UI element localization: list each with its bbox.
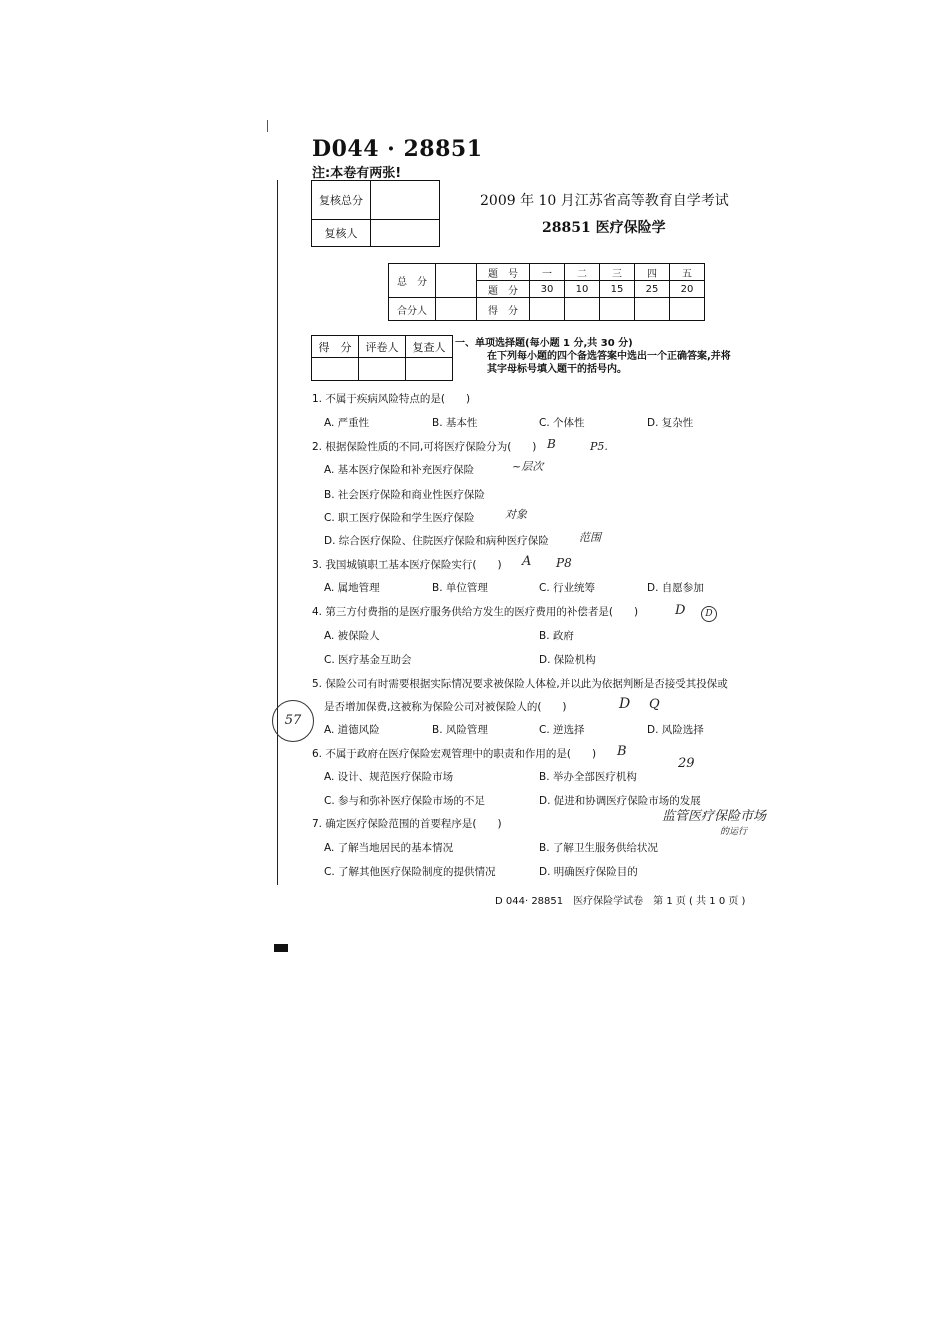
review-box: [311, 180, 440, 247]
section-header: 五: [670, 264, 705, 281]
scan-artifact: [274, 944, 288, 952]
option: C. 参与和弥补医疗保险市场的不足: [324, 795, 486, 807]
option: D. 明确医疗保险目的: [539, 866, 638, 878]
grader-box: [311, 335, 453, 381]
option: D. 保险机构: [539, 654, 596, 666]
page-footer: D 044· 28851 医疗保险学试卷 第 1 页 ( 共 1 0 页 ): [495, 896, 746, 907]
section-instruction: 在下列每小题的四个备选答案中选出一个正确答案,并将: [487, 351, 731, 362]
score-label: 得 分: [477, 298, 530, 321]
paper-note: 注:本卷有两张!: [312, 166, 402, 181]
option: C. 逆选择: [539, 724, 585, 736]
option: C. 个体性: [539, 417, 585, 429]
section-heading: [455, 337, 731, 376]
section-points: 15: [600, 281, 635, 298]
option: B. 政府: [539, 630, 574, 642]
review-total-label: 复核总分: [312, 181, 371, 220]
option: D. 风险选择: [647, 724, 704, 736]
grader-score-label: 得 分: [312, 336, 359, 358]
points-label: 题 分: [477, 281, 530, 298]
option: C. 医疗基金互助会: [324, 654, 412, 666]
option: B. 社会医疗保险和商业性医疗保险: [324, 489, 485, 501]
reviewer-label: 复核人: [312, 220, 371, 247]
handwritten-answer: D: [619, 696, 631, 712]
section-score: [530, 298, 565, 321]
handwritten-note: 范围: [579, 531, 601, 544]
question-stem: 1. 不属于疾病风险特点的是( ): [312, 393, 471, 405]
handwritten-circle: D: [701, 606, 717, 622]
option: C. 职工医疗保险和学生医疗保险: [324, 512, 475, 524]
section-score: [635, 298, 670, 321]
option: B. 风险管理: [432, 724, 488, 736]
section-header: 四: [635, 264, 670, 281]
qnum-label: 题 号: [477, 264, 530, 281]
handwritten-answer: D: [675, 603, 686, 618]
total-label: 总 分: [389, 264, 436, 298]
section-points: 25: [635, 281, 670, 298]
question-stem-continued: 是否增加保费,这被称为保险公司对被保险人的( ): [324, 701, 567, 713]
exam-subject: 28851 医疗保险学: [542, 220, 666, 236]
handwritten-mark: P5.: [590, 440, 608, 453]
review-total-cell: [371, 181, 440, 220]
option: A. 道德风险: [324, 724, 380, 736]
section-title: 一、单项选择题(每小题 1 分,共 30 分): [455, 338, 633, 349]
question-stem: 7. 确定医疗保险范围的首要程序是( ): [312, 818, 502, 830]
option: A. 属地管理: [324, 582, 380, 594]
section-points: 20: [670, 281, 705, 298]
scan-mark: [267, 120, 268, 132]
option: A. 了解当地居民的基本情况: [324, 842, 454, 854]
handwritten-answer: B: [617, 744, 627, 759]
handwritten-note: ~层次: [512, 460, 544, 473]
grader-score-cell: [312, 358, 359, 381]
question-stem: 3. 我国城镇职工基本医疗保险实行( ): [312, 559, 502, 571]
section-header: 二: [565, 264, 600, 281]
option: D. 促进和协调医疗保险市场的发展: [539, 795, 701, 807]
question-stem: 5. 保险公司有时需要根据实际情况要求被保险人体检,并以此为依据判断是否接受其投保或: [312, 678, 728, 690]
option: D. 综合医疗保险、住院医疗保险和病种医疗保险: [324, 535, 549, 547]
grader-label: 评卷人: [359, 336, 406, 358]
option: A. 严重性: [324, 417, 370, 429]
score-table: [388, 263, 705, 321]
option: B. 了解卫生服务供给状况: [539, 842, 658, 854]
handwritten-mark: P8: [556, 556, 572, 570]
grader-cell: [359, 358, 406, 381]
binding-line: [277, 180, 278, 885]
option: B. 举办全部医疗机构: [539, 771, 637, 783]
option: D. 自愿参加: [647, 582, 704, 594]
checker-label: 复查人: [406, 336, 453, 358]
handwritten-mark: 29: [678, 756, 695, 771]
handwritten-answer: A: [522, 554, 532, 569]
option: B. 单位管理: [432, 582, 488, 594]
option: A. 设计、规范医疗保险市场: [324, 771, 454, 783]
total-cell: [436, 264, 477, 298]
option: B. 基本性: [432, 417, 478, 429]
reviewer-cell: [371, 220, 440, 247]
margin-score-circle: 57: [272, 700, 314, 742]
question-stem: 4. 第三方付费指的是医疗服务供给方发生的医疗费用的补偿者是( ): [312, 606, 639, 618]
section-points: 30: [530, 281, 565, 298]
section-score: [600, 298, 635, 321]
checker-cell: [406, 358, 453, 381]
combiner-cell: [436, 298, 477, 321]
option: D. 复杂性: [647, 417, 694, 429]
section-points: 10: [565, 281, 600, 298]
handwritten-mark: Q: [649, 697, 660, 712]
handwritten-note: 对象: [505, 508, 527, 521]
handwritten-answer: B: [547, 437, 556, 451]
question-stem: 2. 根据保险性质的不同,可将医疗保险分为( ): [312, 441, 537, 453]
option: A. 基本医疗保险和补充医疗保险: [324, 464, 475, 476]
paper-code: D044 · 28851: [312, 136, 483, 162]
section-instruction: 其字母标号填入题干的括号内。: [487, 364, 627, 375]
exam-title: 2009 年 10 月江苏省高等教育自学考试: [480, 193, 729, 209]
combiner-label: 合分人: [389, 298, 436, 321]
option: C. 了解其他医疗保险制度的提供情况: [324, 866, 496, 878]
option: A. 被保险人: [324, 630, 380, 642]
option: C. 行业统筹: [539, 582, 596, 594]
question-stem: 6. 不属于政府在医疗保险宏观管理中的职责和作用的是( ): [312, 748, 597, 760]
handwritten-note: 监管医疗保险市场: [662, 809, 767, 824]
handwritten-note: 的运行: [720, 827, 748, 837]
section-header: 一: [530, 264, 565, 281]
section-score: [565, 298, 600, 321]
section-header: 三: [600, 264, 635, 281]
section-score: [670, 298, 705, 321]
